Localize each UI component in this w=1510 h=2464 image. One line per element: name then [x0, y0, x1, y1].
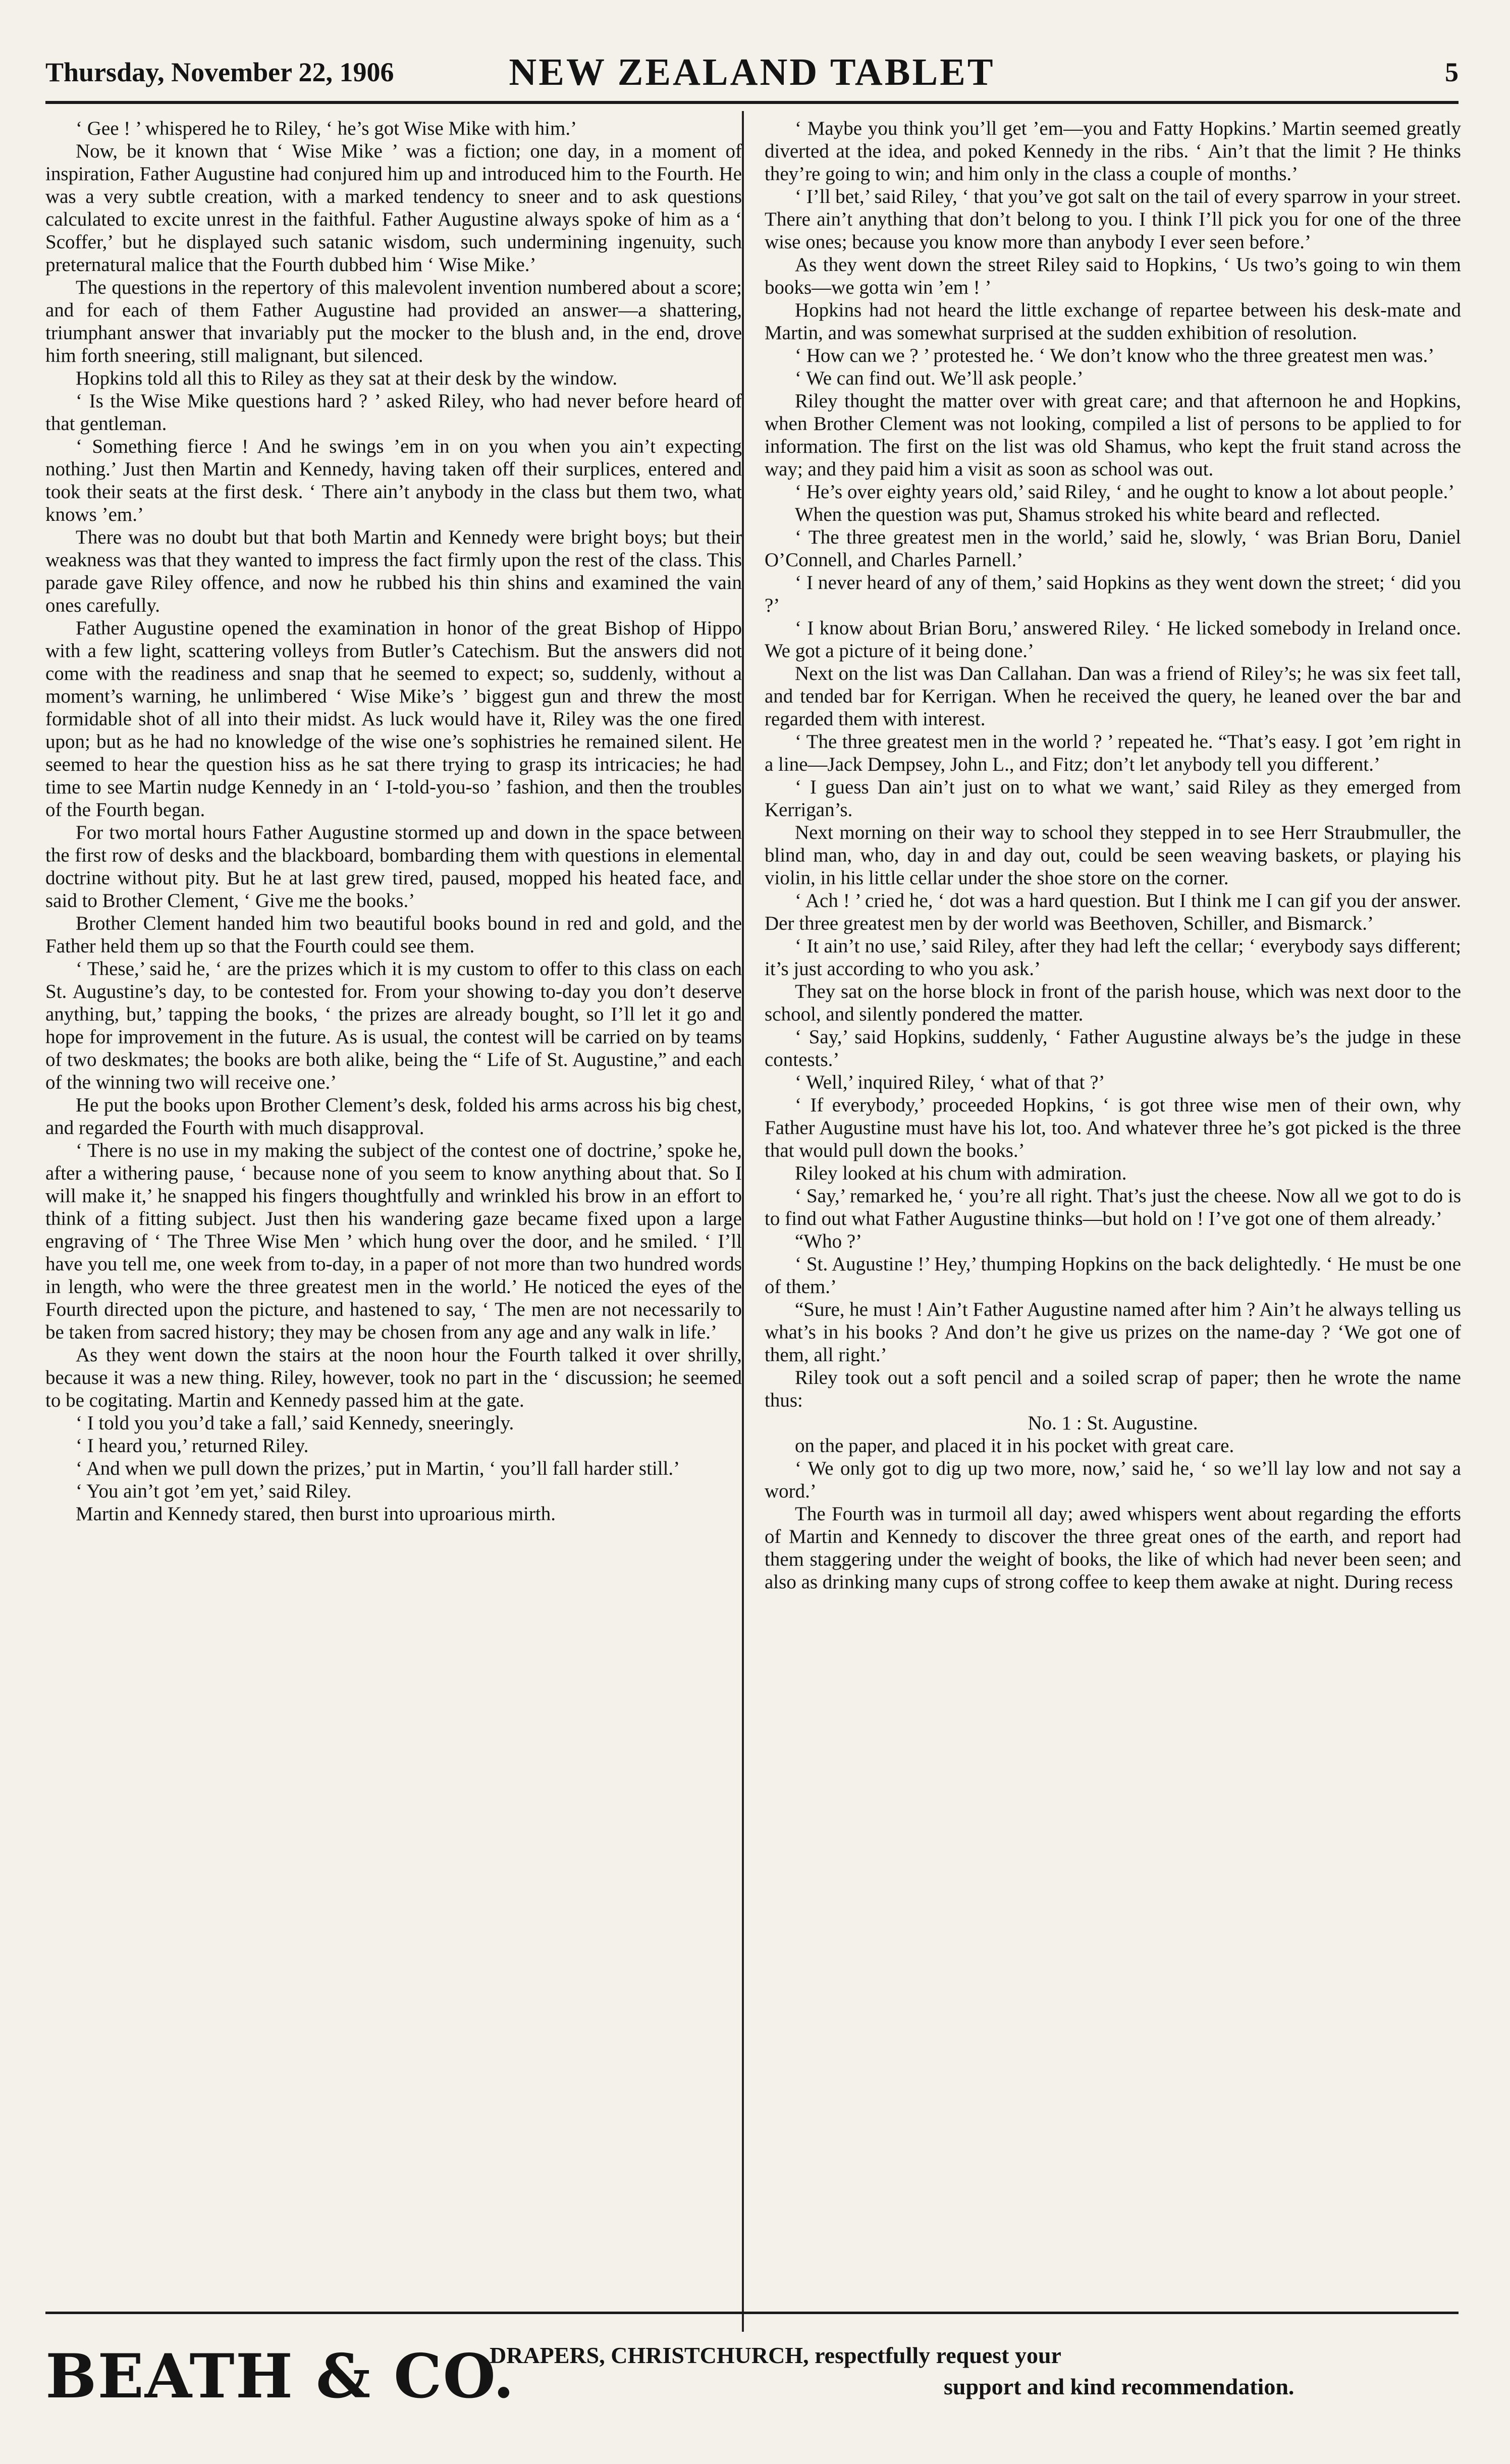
paragraph: ‘ I know about Brian Boru,’ answered Riley. ‘ He licked somebody in Ireland once. We got a picture of it being done.’ [765, 617, 1461, 662]
paragraph: ‘ If everybody,’ proceeded Hopkins, ‘ is got three wise men of their own, why Father Augustine must have his lot, too. And whatever three he’s got picked is the three that would pull down the books.’ [765, 1094, 1461, 1161]
paragraph: ‘ I heard you,’ returned Riley. [76, 1435, 309, 1457]
paragraph: The questions in the repertory of this malevolent invention numbered about a score; and for each of them Father Augustine had provided an answer—a shattering, triumphant answer that invariably put the mocker to the blush and, in the end, drove him forth sneering, still malignant, but silenced. [45, 277, 742, 366]
paragraph: For two mortal hours Father Augustine stormed up and down in the space between the first row of desks and the blackboard, bombarding them with questions in elemental doctrine without pity. But he at last grew tired, paused, mopped his heated face, and said to Brother Clement, ‘ Give me the books.’ [45, 822, 742, 912]
masthead [45, 50, 1459, 96]
paragraph: ‘ Gee ! ’ whispered he to Riley, ‘ he’s got Wise Mike with him.’ [76, 118, 577, 139]
paragraph: on the paper, and placed it in his pocket with great care. [795, 1435, 1234, 1457]
paragraph: As they went down the stairs at the noon hour the Fourth talked it over shrilly, because it was a new thing. Riley, however, took no part in the ‘ discussion; he seemed to be cogitating. Martin and Kennedy passed him at the gate. [45, 1344, 742, 1411]
paragraph: ‘ I never heard of any of them,’ said Hopkins as they went down the street; ‘ did you ?’ [765, 572, 1461, 616]
paragraph: ‘ I told you you’d take a fall,’ said Kennedy, sneeringly. [76, 1412, 514, 1434]
paragraph: When the question was put, Shamus stroked his white beard and reflected. [795, 504, 1380, 525]
paragraph: ‘ Maybe you think you’ll get ’em—you and Fatty Hopkins.’ Martin seemed greatly diverted at the idea, and poked Kennedy in the ribs. ‘ Ain’t that the limit ? He thinks they’re going to win; and him only in the class a couple of months.’ [765, 118, 1461, 185]
advert-text-line-1: DRAPERS, CHRISTCHURCH, respectfully request your [490, 2342, 1061, 2368]
paragraph: ‘ These,’ said he, ‘ are the prizes which it is my custom to offer to this class on each St. Augustine’s day, to be contested for. From your showing to-day you don’t deserve anything, but,’ tapping the books, ‘ the prizes are already bought, so I’ll let it go and hope for improvement in the future. As is usual, the contest will be carried on by teams of two deskmates; the books are both alike, being the “ Life of St. Augustine,” and each of the winning two will receive one.’ [45, 958, 742, 1093]
issue-date: Thursday, November 22, 1906 [45, 57, 394, 87]
paragraph: Next morning on their way to school they stepped in to see Herr Straubmuller, the blind man, who, day in and day out, could be seen weaving baskets, or playing his violin, in his little cellar under the shoe store on the corner. [765, 822, 1461, 889]
paragraph: ‘ It ain’t no use,’ said Riley, after they had left the cellar; ‘ everybody says different; it’s just according to who you ask.’ [765, 935, 1461, 980]
paragraph: ‘ You ain’t got ’em yet,’ said Riley. [76, 1480, 352, 1502]
paragraph: No. 1 : St. Augustine. [1028, 1412, 1198, 1434]
paragraph: Martin and Kennedy stared, then burst into uproarious mirth. [76, 1503, 556, 1525]
advert-text-line-2: support and kind recommendation. [944, 2374, 1295, 2399]
paragraph: Riley took out a soft pencil and a soiled scrap of paper; then he wrote the name thus: [765, 1367, 1461, 1411]
paragraph: ‘ Ach ! ’ cried he, ‘ dot was a hard question. But I think me I can gif you der answer. Der three greatest men by der world was Beethoven, Schiller, and Bismarck.’ [765, 890, 1461, 934]
advertisement [45, 2332, 1459, 2423]
paragraph: Riley thought the matter over with great care; and that afternoon he and Hopkins, when Brother Clement was not looking, compiled a list of persons to be applied to for information. The first on the list was old Shamus, who kept the fruit stand across the way; and they paid him a visit as soon as school was out. [765, 390, 1461, 480]
paragraph: ‘ Something fierce ! And he swings ’em in on you when you ain’t expecting nothing.’ Just then Martin and Kennedy, having taken off their surplices, entered and took their seats at the first desk. ‘ There ain’t anybody in the class but them two, what knows ’em.’ [45, 436, 742, 525]
paragraph: Now, be it known that ‘ Wise Mike ’ was a fiction; one day, in a moment of inspiration, Father Augustine had conjured him up and introduced him to the Fourth. He was a very subtle creation, with a marked tendency to sneer and to ask questions calculated to excite unrest in the faithful. Father Augustine always spoke of him as a ‘ Scoffer,’ but he displayed such satanic wisdom, such undermining ingenuity, such preternatural malice that the Fourth dubbed him ‘ Wise Mike.’ [45, 140, 742, 276]
paragraph: The Fourth was in turmoil all day; awed whispers went about regarding the efforts of Martin and Kennedy to discover the three great ones of the earth, and report had them staggering under the weight of books, the like of which had never been seen; and also as drinking many cups of strong coffee to keep them awake at night. During recess [765, 1503, 1461, 1593]
paragraph: ‘ The three greatest men in the world,’ said he, slowly, ‘ was Brian Boru, Daniel O’Connell, and Charles Parnell.’ [765, 526, 1461, 571]
paragraph: As they went down the street Riley said to Hopkins, ‘ Us two’s going to win them books—we gotta win ’em ! ’ [765, 254, 1461, 298]
page-number: 5 [1445, 57, 1459, 87]
article-column-left [45, 117, 742, 2292]
paragraph: Father Augustine opened the examination in honor of the great Bishop of Hippo with a few light, scattering volleys from Butler’s Catechism. But the answers did not come with the readiness and snap that he seemed to expect; so, suddenly, without a moment’s warning, he unlimbered ‘ Wise Mike’s ’ biggest gun and threw the most formidable shot of all into their midst. As luck would have it, Riley was the one fired upon; but as he had no knowledge of the wise one’s sophistries he remained silent. He seemed to hear the question hiss as he sat there trying to grasp its intricacies; he had time to see Martin nudge Kennedy in an ‘ I-told-you-so ’ fashion, and then the troubles of the Fourth began. [45, 617, 742, 821]
column-divider [742, 111, 744, 2332]
masthead-rule [45, 101, 1459, 104]
paragraph: ‘ I’ll bet,’ said Riley, ‘ that you’ve got salt on the tail of every sparrow in your street. There ain’t anything that don’t belong to you. I think I’ll pick you for one of the three wise ones; because you know more than anybody I ever seen before.’ [765, 186, 1461, 253]
paragraph: ‘ The three greatest men in the world ? ’ repeated he. “That’s easy. I got ’em right in a line—Jack Dempsey, John L., and Fitz; don’t let anybody tell you different.’ [765, 731, 1461, 775]
paragraph: ‘ We only got to dig up two more, now,’ said he, ‘ so we’ll lay low and not say a word.’ [765, 1458, 1461, 1502]
paragraph: ‘ I guess Dan ain’t just on to what we want,’ said Riley as they emerged from Kerrigan’s. [765, 776, 1461, 821]
paragraph: There was no doubt but that both Martin and Kennedy were bright boys; but their weakness was that they wanted to impress the fact firmly upon the rest of the class. This parade gave Riley offence, and now he rubbed his thin shins and examined the vain ones carefully. [45, 526, 742, 616]
paragraph: ‘ How can we ? ’ protested he. ‘ We don’t know who the three greatest men was.’ [795, 345, 1435, 366]
paragraph: Hopkins told all this to Riley as they sat at their desk by the window. [76, 367, 618, 389]
paragraph: ‘ There is no use in my making the subject of the contest one of doctrine,’ spoke he, after a withering pause, ‘ because none of you seem to know anything about that. So I will make it,’ he snapped his fingers thoughtfully and wrinkled his brow in an effort to think of a fitting subject. Just then his wandering gaze became fixed upon a large engraving of ‘ The Three Wise Men ’ which hung over the door, and he smiled. ‘ I’ll have you tell me, one week from to-day, in a paper of not more than two hundred words in length, who were the three greatest men in the world.’ He noticed the eyes of the Fourth directed upon the picture, and hastened to say, ‘ The men are not necessarily to be taken from sacred history; they may be chosen from any age and any walk in life.’ [45, 1140, 742, 1343]
paragraph: “Sure, he must ! Ain’t Father Augustine named after him ? Ain’t he always telling us what’s in his books ? And don’t he give us prizes on the name-day ? ‘We got one of them, all right.’ [765, 1299, 1461, 1366]
article-column-right [765, 117, 1461, 2292]
paragraph: They sat on the horse block in front of the parish house, which was next door to the school, and silently pondered the matter. [765, 981, 1461, 1025]
footer-rule [45, 2312, 1459, 2314]
paragraph: ‘ And when we pull down the prizes,’ put in Martin, ‘ you’ll fall harder still.’ [76, 1458, 680, 1479]
paragraph: He put the books upon Brother Clement’s desk, folded his arms across his big chest, and regarded the Fourth with much disapproval. [45, 1094, 742, 1139]
paragraph: Brother Clement handed him two beautiful books bound in red and gold, and the Father held them up so that the Fourth could see them. [45, 913, 742, 957]
paragraph: ‘ St. Augustine !’ Hey,’ thumping Hopkins on the back delightedly. ‘ He must be one of them.’ [765, 1253, 1461, 1298]
advertiser-name: BEATH & CO. [45, 2341, 515, 2412]
newspaper-title: NEW ZEALAND TABLET [509, 51, 995, 93]
paragraph: Riley looked at his chum with admiration. [795, 1162, 1127, 1184]
paragraph: ‘ We can find out. We’ll ask people.’ [795, 367, 1084, 389]
paragraph: Hopkins had not heard the little exchange of repartee between his desk-mate and Martin, and was somewhat surprised at the sudden exhibition of resolution. [765, 299, 1461, 344]
paragraph: ‘ Well,’ inquired Riley, ‘ what of that ?’ [795, 1072, 1105, 1093]
paragraph: ‘ He’s over eighty years old,’ said Riley, ‘ and he ought to know a lot about people.’ [795, 481, 1455, 503]
paragraph: ‘ Is the Wise Mike questions hard ? ’ asked Riley, who had never before heard of that gentleman. [45, 390, 742, 435]
paragraph: “Who ?’ [795, 1230, 862, 1252]
paragraph: ‘ Say,’ said Hopkins, suddenly, ‘ Father Augustine always be’s the judge in these contests.’ [765, 1026, 1461, 1070]
paragraph: ‘ Say,’ remarked he, ‘ you’re all right. That’s just the cheese. Now all we got to do is to find out what Father Augustine thinks—but hold on ! I’ve got one of them already.’ [765, 1185, 1461, 1229]
paragraph: Next on the list was Dan Callahan. Dan was a friend of Riley’s; he was six feet tall, and tended bar for Kerrigan. When he received the query, he leaned over the bar and regarded them with interest. [765, 663, 1461, 730]
